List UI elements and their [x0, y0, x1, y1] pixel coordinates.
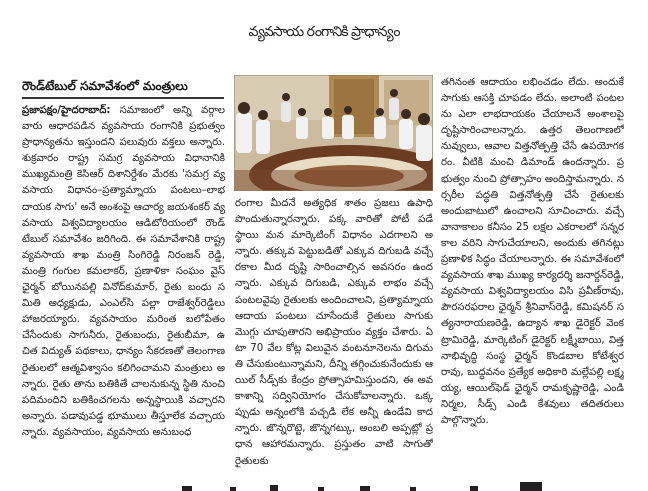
column-3-text: తగినంత ఆదాయం లభించడం లేదు. అందుకే సాగుకు ఆసక్తి చూపడం లేదు. అలాంటి పంటలను ఎలా లాభదాయకం చేయాలనే అంశాలపై దృష్టిసారించాలన్నారు. ఉత్తర తెలంగాణలో నువ్వులు, ఆవాల విత్తనోత్పత్తి చేసే ఉపయోగకరం. వీటికి మంచి డిమాండ్ ఉందన్నారు. ప్రభుత్వం నుంచి ప్రోత్సాహం అందిస్తామన్నారు. నర్సరీల పద్ధతి విత్తనోత్పత్తి చేసే రైతులకు అందుబాటులో ఉంచాలని సూచించారు. వచ్చే వానాకాలం కనీసం 25 లక్షల ఎకరాలలో సన్నరకాల వరిని సాగుచేయాలని, అందుకు తగినట్లు ప్రణాళిక సిద్ధం చేయాలన్నారు. ఈ సమావేశంలో వ్యవసాయ శాఖ ముఖ్య కార్యదర్శి జనార్దన్‌రెడ్డి, వ్యవసాయ విశ్వవిద్యాలయం విసి ప్రవీణ్‌రావు, పౌరసరఫరాల ఛైర్మన్ శ్రీనివాస్‌రెడ్డి, కమిషనర్ సత్యనారాయణరెడ్డి, ఉద్యాన శాఖ డైరెక్టర్ వెంకట్రామిరెడ్డి, మార్కెటింగ్ డైరెక్టర్ లక్ష్మీబాయి, విత్తనాభివృద్ధి సంస్థ ఛైర్మన్ కొండబాల కోటేశ్వర రావు, బుద్ధవనం ప్రత్యేక అధికారి మల్లేపల్లి లక్ష్మయ్య, ఆయిల్‌ఫెడ్ ఛైర్మన్ రామకృష్ణారెడ్డి, ఎండి నిర్మల, సీడ్స్ ఎండి కేశవులు తదితరులు పాల్గొన్నారు. — [441, 77, 624, 426]
subheadline-rule — [22, 97, 224, 99]
article-column-1 — [22, 103, 225, 481]
column-1-text: సమాజంలో అన్ని వర్గాల వారు ఆధారపడిన వ్యవసాయ రంగానికి ప్రభుత్వం ప్రాధాన్యతను ఇస్తుందని పలువురు వక్తలు అన్నారు. శుక్రవారం రాష్ట్ర సమగ్ర వ్యవసాయ విధానానికి ముఖ్యమంత్రి కెసిఆర్ దిశానిర్దేశం మేరకు 'సమగ్ర వ్యవసాయ విధానం–ప్రత్యామ్నాయ పంటలు–లాభదాయక సాగు' అనే అంశంపై ఆచార్య జయశంకర్ వ్యవసాయ విశ్వవిద్యాలయం ఆడిటోరియంలో రౌండ్ టేబుల్ సమావేశం జరిగింది. ఈ సమావేశానికి రాష్ట్ర వ్యవసాయ శాఖ మంత్రి సింగిరెడ్డి నిరంజన్ రెడ్డి, మంత్రి గంగుల కమలాకర్, ప్రణాళికా సంఘం వైస్ ఛైర్మన్ బోయినపల్లి వినోద్‌కుమార్, రైతు బంధు సమితి అధ్యక్షుడు, ఎంఎల్‌సి పల్లా రాజేశ్వర్‌రెడ్డిలు హాజరయ్యారు. వ్యవసాయం మరింత బలోపేతం చేసేందుకు సాగునీరు, రైతుబంధు, రైతుబీమా, ఉచిత విద్యుత్ పథకాలు, ధాన్యం సేకరణతో తెలంగాణ రైతులలో ఆత్మవిశ్వాసం కలిగించామని మంత్రులు అన్నారు. రైతు తాను బతికితే చాలనుకున్న స్థితి నుంచి పదిమందిని బతికించగలను అన్నస్థాయికి వచ్చారని అన్నారు. పడావుపడ్డ భూములు తీస్తూలేక వచ్చాయన్నారు. వ్యవసాయం, వ్యవసాయ అనుబంధ — [22, 105, 225, 438]
cropped-next-headline — [0, 480, 648, 491]
article-column-3 — [441, 75, 624, 486]
article-column-2 — [235, 196, 433, 486]
article-headline: వ్యవసాయ రంగానికి ప్రాధాన్యం — [248, 24, 400, 40]
meeting-photo — [234, 75, 433, 191]
article-subheadline: రౌండ్‌టేబుల్ సమావేశంలో మంత్రులు — [22, 79, 188, 93]
column-2-text: రంగాల మీదనే అత్యధిక శాతం ప్రజలు ఉపాధి పొందుతున్నారన్నారు. పక్క వారితో పోటీ పడే స్థాయి మన మార్కెటింగ్ విధానం ఎదగాలని అన్నారు. తక్కువ పెట్టుబడితో ఎక్కువ దిగుబడి వచ్చే రకాల మీద దృష్టి సారించాల్సిన అవసరం ఉందన్నారు. ఎక్కువ దిగుబడి, ఎక్కువ లాభం వచ్చే పంటలవైపు రైతులకు అందించాలని, ప్రత్యామ్నాయ ఆదాయ పంటలు చూసేందుకే రైతులు సాగుకు మొగ్గు చూపుతారని అభిప్రాయం వ్యక్తం చేశారు. ఏటా 70 వేల కోట్ల విలువైన వంటనూనెలను దిగుమతి చేసుకుంటున్నామని, దీన్ని తగ్గించుకునేందుకు ఆయిల్ సీడ్స్‌కు కేంద్రం ప్రోత్సాహమిస్తుందని, ఈ అవకాశాన్ని సద్వినియోగం చేసుకోవాలన్నారు. ఒక్కప్పుడు అన్నంలోకి పచ్చడి లేక అన్నీ ఉండేవి కాదన్నారు. జొన్నరొట్టె, జొన్నగట్కు, అంబలి అప్పట్లో ప్రధాన ఆహారమన్నారు. ప్రస్తుతం వాటి సాగుతో రైతులకు — [235, 198, 433, 467]
column-1-paragraph — [22, 103, 225, 441]
dateline: ప్రజాపక్షం/హైదరాబాద్: — [22, 105, 111, 116]
next-article-edge — [0, 478, 648, 491]
subheadline-block — [22, 77, 224, 99]
meeting-photo-illustration — [234, 75, 433, 191]
